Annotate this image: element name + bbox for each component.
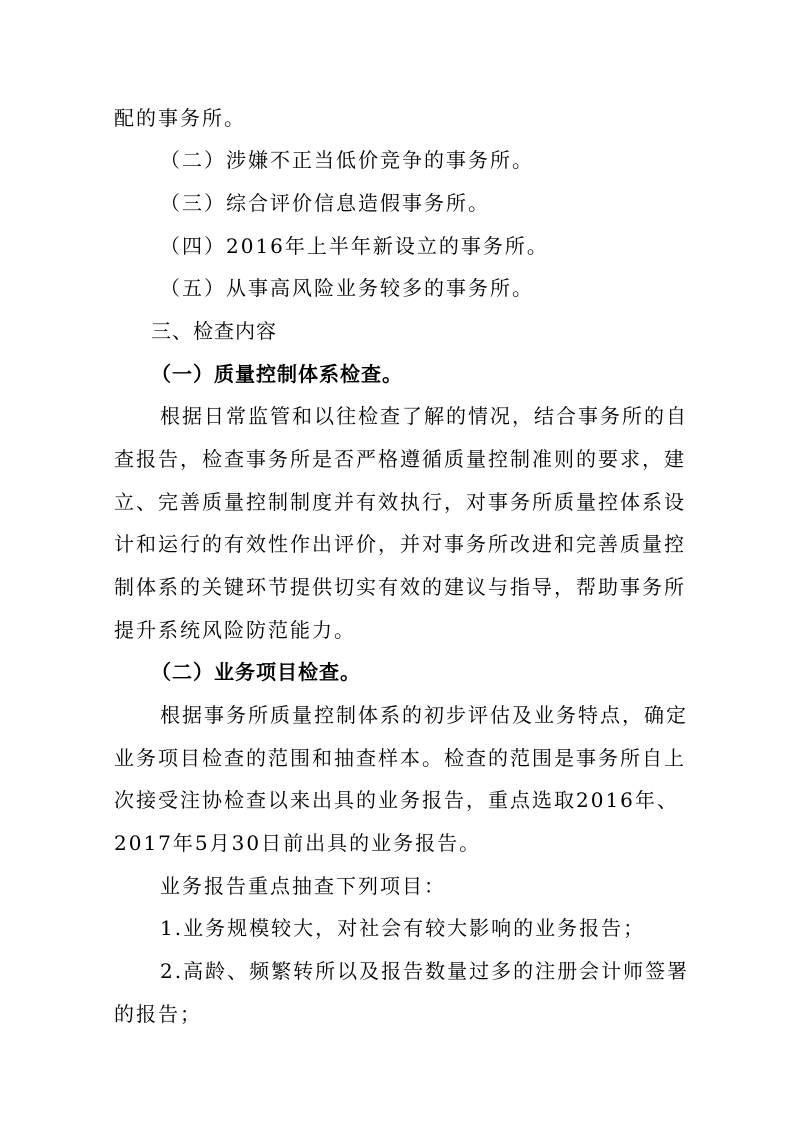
paragraph-line: 2017年5月30日前出具的业务报告。 [114,831,482,855]
list-item: （五）从事高风险业务较多的事务所。 [160,276,534,300]
paragraph-line: 制体系的关键环节提供切实有效的建议与指导，帮助事务所 [114,575,686,599]
list-item: 2.高龄、频繁转所以及报告数量过多的注册会计师签署 [160,959,690,983]
list-item: （二）涉嫌不正当低价竞争的事务所。 [160,148,534,172]
subsection-heading: （二）业务项目检查。 [151,660,361,684]
paragraph-line: 立、完善质量控制制度并有效执行，对事务所质量控体系设 [114,490,686,514]
paragraph-line: 根据事务所质量控制体系的初步评估及业务特点，确定 [160,703,688,727]
paragraph-line: 计和运行的有效性作出评价，并对事务所改进和完善质量控 [114,532,686,556]
paragraph-line: 业务报告重点抽查下列项目： [160,874,446,898]
list-item: （四）2016年上半年新设立的事务所。 [160,234,549,258]
paragraph-line: 提升系统风险防范能力。 [114,618,356,642]
paragraph-line: 根据日常监管和以往检查了解的情况，结合事务所的自 [160,404,688,428]
paragraph-line: 的报告； [114,1002,202,1026]
paragraph-line: 次接受注协检查以来出具的业务报告，重点选取2016年、 [114,788,679,812]
paragraph-line: 查报告，检查事务所是否严格遵循质量控制准则的要求，建 [114,447,686,471]
paragraph-line: 业务项目检查的范围和抽查样本。检查的范围是事务所自上 [114,746,686,770]
list-item: （三）综合评价信息造假事务所。 [160,191,490,215]
list-item: 1.业务规模较大，对社会有较大影响的业务报告； [160,916,646,940]
text-line: 配的事务所。 [114,106,246,130]
subsection-heading: （一）质量控制体系检查。 [151,362,403,386]
section-heading: 三、检查内容 [151,319,277,343]
